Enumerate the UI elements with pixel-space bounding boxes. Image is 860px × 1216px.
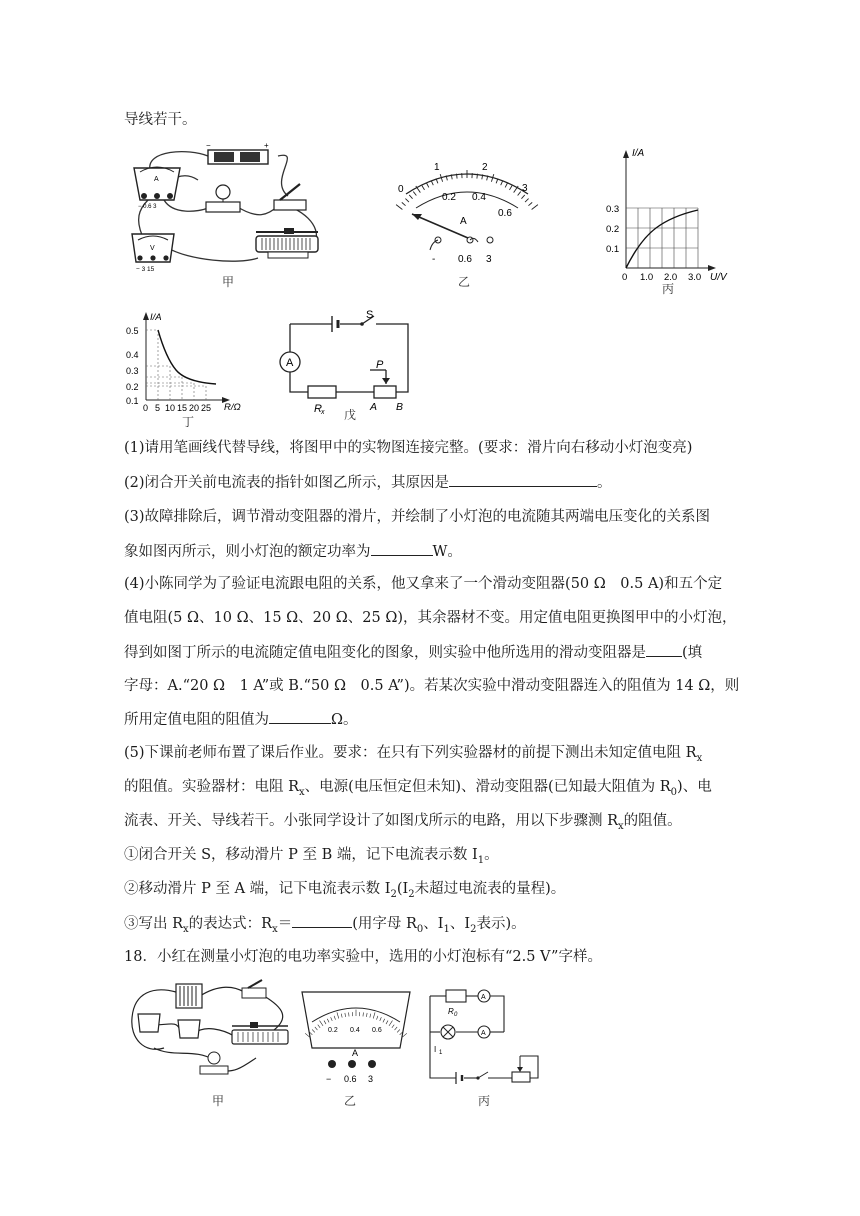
dial-tick xyxy=(405,199,409,203)
dial-bottom-0.2: 0.2 xyxy=(442,192,456,203)
figure-18-bing-schematic xyxy=(420,984,550,1084)
figure-18-yi-meter xyxy=(296,988,416,1088)
q5-line-1: (5)下课前老师布置了课后作业。要求：在只有下列实验器材的前提下测出未知定值电阻 $R_x$ xyxy=(124,745,703,764)
figure-ding-ir-graph xyxy=(120,310,250,414)
dial-unit: A xyxy=(460,216,467,227)
ding-xlabel: R/Ω xyxy=(224,402,241,413)
dial-tick xyxy=(501,181,503,186)
ding-xtick-20: 20 xyxy=(189,403,200,413)
dial-tick xyxy=(427,183,429,187)
step3-blank[interactable] xyxy=(292,913,352,928)
caption-bing: 丙 xyxy=(662,282,675,296)
wu-ammeter-label: A xyxy=(286,357,294,369)
dial-bottom-0.4: 0.4 xyxy=(472,192,486,203)
caption-jia: 甲 xyxy=(222,275,235,289)
svg-text:− 3 15: − 3 15 xyxy=(136,266,155,273)
q1-text: (1)请用笔画线代替导线，将图甲中的实物图连接完整。(要求：滑片向右移动小灯泡变亮) xyxy=(124,440,693,456)
svg-text:−: − xyxy=(206,141,211,150)
ding-ytick-0.1: 0.1 xyxy=(126,396,139,406)
terminal-neg: - xyxy=(432,254,436,265)
q4-line-5: 所用定值电阻的阻值为 Ω。 xyxy=(124,709,358,730)
dial-tick xyxy=(505,183,507,187)
step-2: ②移动滑片 P 至 A 端，记下电流表示数 $I_2(I_2$未超过电流表的量程)。 xyxy=(124,881,566,900)
dial-tick xyxy=(521,195,524,199)
dial-tick xyxy=(528,202,532,205)
q4-line-3: 得到如图丁所示的电流随定值电阻变化的图象，则实验中他所选用的滑动变阻器是 (填 xyxy=(124,642,702,663)
bing18-a2: A xyxy=(481,1030,486,1037)
ding-xtick-10: 10 xyxy=(165,403,176,413)
ding-xtick-5: 5 xyxy=(155,403,161,413)
bing-xtick-2: 2.0 xyxy=(664,272,678,282)
step-3: ③写出 $R_x$的表达式：$R_x=$ (用字母 $R_0$、$I_1$、$I_2$表示)。 xyxy=(124,913,526,940)
meter18-0.2: 0.2 xyxy=(328,1027,338,1034)
ding-ytick-0.4: 0.4 xyxy=(126,350,139,360)
figure-18-jia-physical xyxy=(124,978,294,1086)
bing-xtick-3: 3.0 xyxy=(688,272,702,282)
dial-tick xyxy=(409,195,412,199)
voltmeter-device xyxy=(132,234,174,273)
q4-blank-resistance[interactable] xyxy=(269,709,331,724)
ding-xtick-0: 0 xyxy=(143,403,149,413)
bing-xlabel: U/V xyxy=(710,272,727,282)
bing-xtick-1: 1.0 xyxy=(640,272,654,282)
meter18-0.6: 0.6 xyxy=(372,1027,382,1034)
dial-top-0: 0 xyxy=(398,184,404,195)
q2-blank[interactable] xyxy=(449,472,597,487)
caption-18-jia: 甲 xyxy=(212,1094,225,1108)
dial-tick xyxy=(525,199,529,203)
dial-tick xyxy=(456,174,457,179)
ding-ytick-0.2: 0.2 xyxy=(126,382,139,392)
switch xyxy=(274,184,306,210)
lamp xyxy=(206,185,240,212)
ding-ytick-0.5: 0.5 xyxy=(126,326,139,336)
bing18-r0-sub: 0 xyxy=(454,1012,458,1018)
bing-xtick-0: 0 xyxy=(622,272,628,282)
wu-end-a: A xyxy=(370,401,378,413)
caption-18-yi: 乙 xyxy=(344,1094,357,1108)
q4-line-1: (4)小陈同学为了验证电流跟电阻的关系，他又拿来了一个滑动变阻器(50 Ω 0.5 A)和五个定 xyxy=(124,576,723,592)
q3-line-2: 象如图丙所示，则小灯泡的额定功率为 W。 xyxy=(124,541,462,562)
caption-18-bing: 丙 xyxy=(478,1094,491,1108)
caption-wu: 戊 xyxy=(344,408,357,422)
terminal-3: 3 xyxy=(486,254,492,265)
q2-line: (2)闭合开关前电流表的指针如图乙所示，其原因是 。 xyxy=(124,472,612,493)
step-1: ①闭合开关 S，移动滑片 P 至 B 端，记下电流表示数 $I_1$。 xyxy=(124,847,499,866)
meter18-0.4: 0.4 xyxy=(350,1027,360,1034)
ding-xtick-15: 15 xyxy=(177,403,188,413)
svg-text:V: V xyxy=(150,245,155,252)
figure-bing-iu-graph xyxy=(600,144,740,282)
bing18-a1: A xyxy=(481,994,486,1001)
dial-top-3: 3 xyxy=(522,183,528,194)
bing-ytick-0.2: 0.2 xyxy=(606,224,620,235)
figure-jia-physical-circuit xyxy=(128,140,328,288)
dial-top-1: 1 xyxy=(434,162,440,173)
dial-tick xyxy=(402,202,406,205)
bing-ytick-0.1: 0.1 xyxy=(606,244,620,255)
dial-tick xyxy=(518,192,521,196)
ammeter-device xyxy=(134,167,180,210)
rheostat-device xyxy=(256,228,318,258)
q4-blank-choice[interactable] xyxy=(646,642,682,657)
wu-slider-label: P xyxy=(376,359,384,371)
ding-ylabel: I/A xyxy=(150,312,162,323)
schematic-rx xyxy=(308,386,336,398)
q4-line-2: 值电阻(5 Ω、10 Ω、15 Ω、20 Ω、25 Ω)，其余器材不变。用定值电阻更换图甲中的小灯泡， xyxy=(124,610,737,626)
q4-line-4: 字母：A.“20 Ω 1 A”或 B.“50 Ω 0.5 A”)。若某次实验中滑动变阻器连入的阻值为 14 Ω，则 xyxy=(124,678,740,694)
schematic-rheostat xyxy=(374,386,396,398)
svg-text:− 0.6 3: − 0.6 3 xyxy=(138,204,157,210)
ir-curve xyxy=(158,330,216,384)
bing-ylabel: I/A xyxy=(632,148,645,159)
q5-line-2: 的阻值。实验器材：电阻 $R_x$、电源(电压恒定但未知)、滑动变阻器(已知最大阻值为 $R_0$)、电 xyxy=(124,779,712,798)
figure-wu-schematic xyxy=(270,300,420,416)
caption-ding: 丁 xyxy=(182,415,195,429)
ding-ytick-0.3: 0.3 xyxy=(126,366,139,376)
wu-end-b: B xyxy=(396,401,404,413)
meter18-term-0.6: 0.6 xyxy=(344,1074,357,1084)
bing18-i: I xyxy=(434,1045,437,1054)
wu-rx-sub: x xyxy=(321,409,325,416)
svg-text:+: + xyxy=(264,141,269,150)
dial-tick xyxy=(422,186,425,190)
top-line: 导线若干。 xyxy=(124,112,197,128)
dial-tick xyxy=(477,174,478,179)
q3-line-1: (3)故障排除后，调节滑动变阻器的滑片，并绘制了小灯泡的电流随其两端电压变化的关系图 xyxy=(124,509,711,525)
dial-tick xyxy=(396,205,402,210)
terminal-0.6: 0.6 xyxy=(458,254,472,265)
caption-yi: 乙 xyxy=(458,275,471,289)
dial-tick xyxy=(413,192,416,196)
bing18-i-sub: 1 xyxy=(439,1050,443,1056)
wu-switch-label: S xyxy=(366,309,374,321)
dial-top-2: 2 xyxy=(482,162,488,173)
dial-tick xyxy=(431,181,433,186)
meter18-term-3: 3 xyxy=(368,1074,374,1084)
dial-tick xyxy=(509,186,512,190)
meter18-term-neg: − xyxy=(326,1074,332,1084)
q5-line-3: 流表、开关、导线若干。小张同学设计了如图戊所示的电路，用以下步骤测 $R_x$的阻值。 xyxy=(124,813,682,832)
ding-xtick-25: 25 xyxy=(201,403,212,413)
dial-tick xyxy=(532,205,538,210)
q3-blank[interactable] xyxy=(371,541,433,556)
figure-yi-ammeter-dial xyxy=(392,158,542,268)
wu-rx-label: R xyxy=(314,403,322,415)
bing18-r0: R xyxy=(448,1007,454,1016)
meter18-unit: A xyxy=(352,1048,359,1058)
dial-bottom-0.6: 0.6 xyxy=(498,208,512,219)
question-18: 18．小红在测量小灯泡的电功率实验中，选用的小灯泡标有“2.5 V”字样。 xyxy=(124,949,602,965)
bing-ytick-0.3: 0.3 xyxy=(606,204,620,215)
svg-text:A: A xyxy=(154,176,159,183)
battery-box xyxy=(206,141,269,164)
